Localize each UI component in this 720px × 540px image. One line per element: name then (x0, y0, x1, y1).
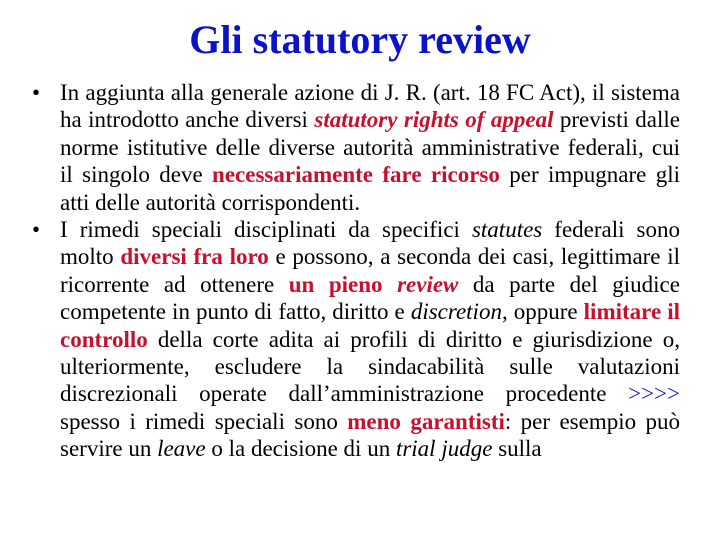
emphasis-text: necessariamente fare ricorso (212, 162, 500, 188)
text-segment: I rimedi speciali disciplinati da specifici (60, 217, 472, 243)
bullet-item (32, 216, 680, 463)
emphasis-text: un pieno (288, 271, 398, 297)
text-segment: e possono, a seconda dei casi, legittimare il ricorrente ad ottenere (60, 244, 680, 297)
slide-title: Gli statutory review (189, 17, 531, 62)
bullet-text (60, 217, 680, 461)
text-segment: spesso i rimedi speciali sono (60, 408, 348, 434)
bullet-list (32, 79, 680, 463)
text-segment: In aggiunta alla generale azione di J. R. (art. 18 FC Act), il sistema ha introdotto anche diversi (60, 80, 680, 133)
text-segment: della corte adita ai profili di diritto e giurisdizione o, ulteriormente, escludere la sindacabilità sulle valutazioni discrezionali operate dall’amministrazione procedente (60, 326, 680, 407)
emphasis-text: limitare il controllo (60, 299, 680, 352)
bullet-icon: • (32, 80, 41, 105)
text-segment: da parte del giudice competente in punto di fatto, diritto e (60, 271, 680, 325)
text-segment: federali sono molto (60, 217, 680, 270)
bullet-text (60, 80, 680, 215)
emphasis-text: diversi fra loro (120, 244, 269, 270)
bullet-item (32, 79, 680, 216)
emphasis-text: review (397, 271, 459, 297)
text-segment: per impugnare gli atti delle autorità corrispondenti. (60, 162, 680, 215)
italic-text: trial judge (395, 436, 493, 462)
bullet-icon: • (32, 217, 41, 243)
emphasis-text: meno garantisti (347, 408, 505, 434)
emphasis-text: statutory rights of appeal (314, 107, 554, 133)
italic-text: leave (157, 436, 206, 462)
italic-text: statutes (471, 217, 543, 243)
text-segment: : per esempio può servire un (60, 408, 681, 462)
text-segment: o la decisione di un (205, 436, 396, 462)
text-segment: sulla (492, 436, 542, 462)
arrow-marker: >>>> (628, 381, 680, 407)
italic-text: discretion (410, 299, 502, 325)
text-segment: previsti dalle norme istitutive delle diverse autorità amministrative federali, cui il singolo deve (60, 107, 681, 188)
text-segment: , oppure (501, 299, 584, 325)
